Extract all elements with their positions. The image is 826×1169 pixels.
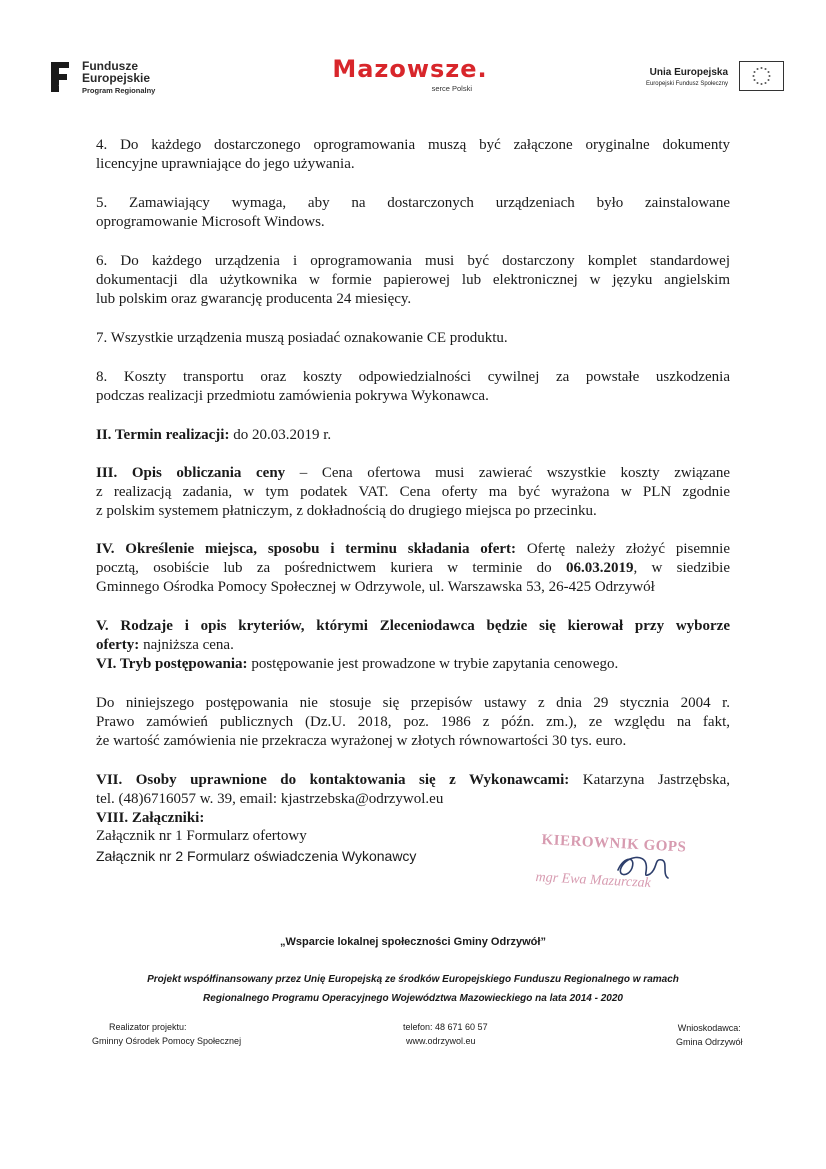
paragraph-8-b: [96, 387, 730, 406]
section-7-a: [96, 771, 730, 790]
section-4-line3: Gminnego Ośrodka Pomocy Społecznej w Odrzywole, ul. Warszawska 53, 26-425 Odrzywół: [96, 579, 655, 595]
section-2-text: do 20.03.2019 r.: [229, 427, 332, 443]
p5-line2: oprogramowanie Microsoft Windows.: [96, 214, 325, 230]
footer-project: [0, 970, 826, 1008]
section-5-a: [96, 617, 730, 636]
footer-phone: telefon: 48 671 60 57: [403, 1022, 488, 1032]
section-5-label1: V. Rodzaje i opis kryteriów, którymi Zleceniodawca będzie się kierował przy wyborze: [96, 618, 730, 634]
footer-right-line1: Wnioskodawca:: [677, 1023, 741, 1033]
stamp-title: KIEROWNIK GOPS: [541, 832, 687, 856]
paragraph-4: [96, 136, 730, 155]
p8-line2: podczas realizacji przedmiotu zamówienia pokrywa Wykonawca.: [96, 388, 489, 404]
section-3-line1: – Cena ofertowa musi zawierać wszystkie koszty związane: [285, 465, 730, 481]
law-c: [96, 732, 730, 751]
law-b: [96, 713, 730, 732]
section-4-c: [96, 578, 730, 597]
section-3-line2: z realizacją zadania, w tym podatek VAT. Cena oferty ma być wyrażona w PLN zgodnie: [96, 484, 730, 500]
section-3-a: [96, 464, 730, 483]
p7-line1: 7. Wszystkie urządzenia muszą posiadać oznakowanie CE produktu.: [96, 330, 508, 346]
signature-icon: [610, 848, 690, 888]
mazowsze-tagline: serce Polski: [431, 84, 472, 93]
section-3-c: [96, 502, 730, 521]
paragraph-8-a: [96, 368, 730, 387]
stamp-name: mgr Ewa Mazurczak: [535, 870, 652, 892]
section-6-text: postępowanie jest prowadzone w trybie zapytania cenowego.: [247, 656, 619, 672]
section-7-b: [96, 790, 730, 809]
section-7-name: Katarzyna Jastrzębska,: [569, 772, 730, 788]
fundusze-europejskie-logo-icon: [48, 58, 72, 96]
section-5-b: [96, 636, 730, 655]
eu-flag-icon: [739, 61, 784, 91]
footer-quote: „Wsparcie lokalnej społeczności Gminy Odrzywół”: [280, 936, 546, 948]
p6-line1: 6. Do każdego urządzenia i oprogramowania musi być dostarczony komplet standardowej: [96, 253, 730, 269]
section-6-label: VI. Tryb postępowania:: [96, 656, 248, 672]
section-4-b: [96, 559, 730, 578]
fundusze-europejskie-label: [82, 60, 155, 96]
fe-line2: Europejskie: [82, 71, 151, 85]
footer-realizator: [92, 1020, 242, 1048]
section-7-label: VII. Osoby uprawnione do kontaktowania się z Wykonawcami:: [96, 772, 570, 788]
law-line2: Prawo zamówień publicznych (Dz.U. 2018, poz. 1986 z późn. zm.), ze względu na fakt,: [96, 714, 730, 730]
fe-line1: Fundusze: [82, 59, 138, 73]
section-4-line2b: , w siedzibie: [633, 560, 730, 576]
p8-line1: 8. Koszty transportu oraz koszty odpowiedzialności cywilnej za powstałe uszkodzenia: [96, 369, 730, 385]
paragraph-5-cont: [96, 213, 730, 232]
mazowsze-logo: [310, 54, 510, 93]
section-3-b: [96, 483, 730, 502]
attachment-2-text: Załącznik nr 2 Formularz oświadczenia Wykonawcy: [96, 848, 417, 864]
paragraph-6-a: [96, 252, 730, 271]
footer-left-line2: Gminny Ośrodek Pomocy Społecznej: [92, 1036, 242, 1046]
section-8: [96, 809, 730, 828]
law-line3: że wartość zamówienia nie przekracza wyrażonej w złotych równowartości 30 tys. euro.: [96, 733, 627, 749]
unia-europejska-label: [646, 67, 728, 89]
footer-website: www.odrzywol.eu: [406, 1036, 476, 1046]
footer-project-line2: Regionalnego Programu Operacyjnego Województwa Mazowieckiego na lata 2014 - 2020: [203, 993, 623, 1004]
law-line1: Do niniejszego postępowania nie stosuje się przepisów ustawy z dnia 29 stycznia 2004 r.: [96, 695, 730, 711]
section-5-label2: oferty:: [96, 637, 140, 653]
paragraph-7: [96, 329, 730, 348]
attachment-1-text: Załącznik nr 1 Formularz ofertowy: [96, 828, 307, 844]
section-3-line3: z polskim systemem płatniczym, z dokładnością do drugiego miejsca po przecinku.: [96, 503, 597, 519]
footer-project-line1: Projekt współfinansowany przez Unię Europejską ze środków Europejskiego Funduszu Regionalnego w ramach: [147, 974, 679, 985]
section-4-a: [96, 540, 730, 559]
section-5-text: najniższa cena.: [139, 637, 234, 653]
section-4-line1: Ofertę należy złożyć pisemnie: [516, 541, 730, 557]
section-6: [96, 655, 730, 674]
p6-line2: dokumentacji dla użytkownika w formie papierowej lub elektronicznej w języku angielskim: [96, 272, 730, 288]
p5-line1: 5. Zamawiający wymaga, aby na dostarczonych urządzeniach było zainstalowane: [96, 195, 730, 211]
section-4-label: IV. Określenie miejsca, sposobu i terminu składania ofert:: [96, 541, 517, 557]
section-7-line2: tel. (48)6716057 w. 39, email: kjastrzebska@odrzywol.eu: [96, 791, 444, 807]
section-2-label: II. Termin realizacji:: [96, 427, 230, 443]
paragraph-4-cont: [96, 155, 730, 174]
paragraph-6-c: [96, 290, 730, 309]
section-4-line2a: pocztą, osobiście lub za pośrednictwem kuriera w terminie do: [96, 560, 566, 576]
footer-right-line2: Gmina Odrzywół: [676, 1037, 743, 1047]
law-a: [96, 694, 730, 713]
footer-contact: [403, 1020, 488, 1048]
ue-line1: Unia Europejska: [649, 67, 728, 78]
section-8-label: VIII. Załączniki:: [96, 810, 205, 826]
fe-line3: Program Regionalny: [82, 86, 156, 95]
official-stamp: [526, 832, 726, 912]
p4-line2: licencyjne uprawniające do jego używania.: [96, 156, 355, 172]
ue-line2: Europejski Fundusz Społeczny: [645, 81, 728, 87]
section-2: [96, 426, 730, 445]
footer-left-line1: Realizator projektu:: [109, 1022, 187, 1032]
p6-line3: lub polskim oraz gwarancję producenta 24 miesięcy.: [96, 291, 412, 307]
paragraph-6-b: [96, 271, 730, 290]
paragraph-5: [96, 194, 730, 213]
footer-wnioskodawca: [676, 1021, 743, 1049]
section-3-label: III. Opis obliczania ceny: [96, 465, 286, 481]
section-4-date: 06.03.2019: [565, 560, 634, 576]
mazowsze-wordmark: Mazowsze.: [332, 55, 488, 83]
p4-line1: 4. Do każdego dostarczonego oprogramowania muszą być załączone oryginalne dokumenty: [96, 137, 730, 153]
